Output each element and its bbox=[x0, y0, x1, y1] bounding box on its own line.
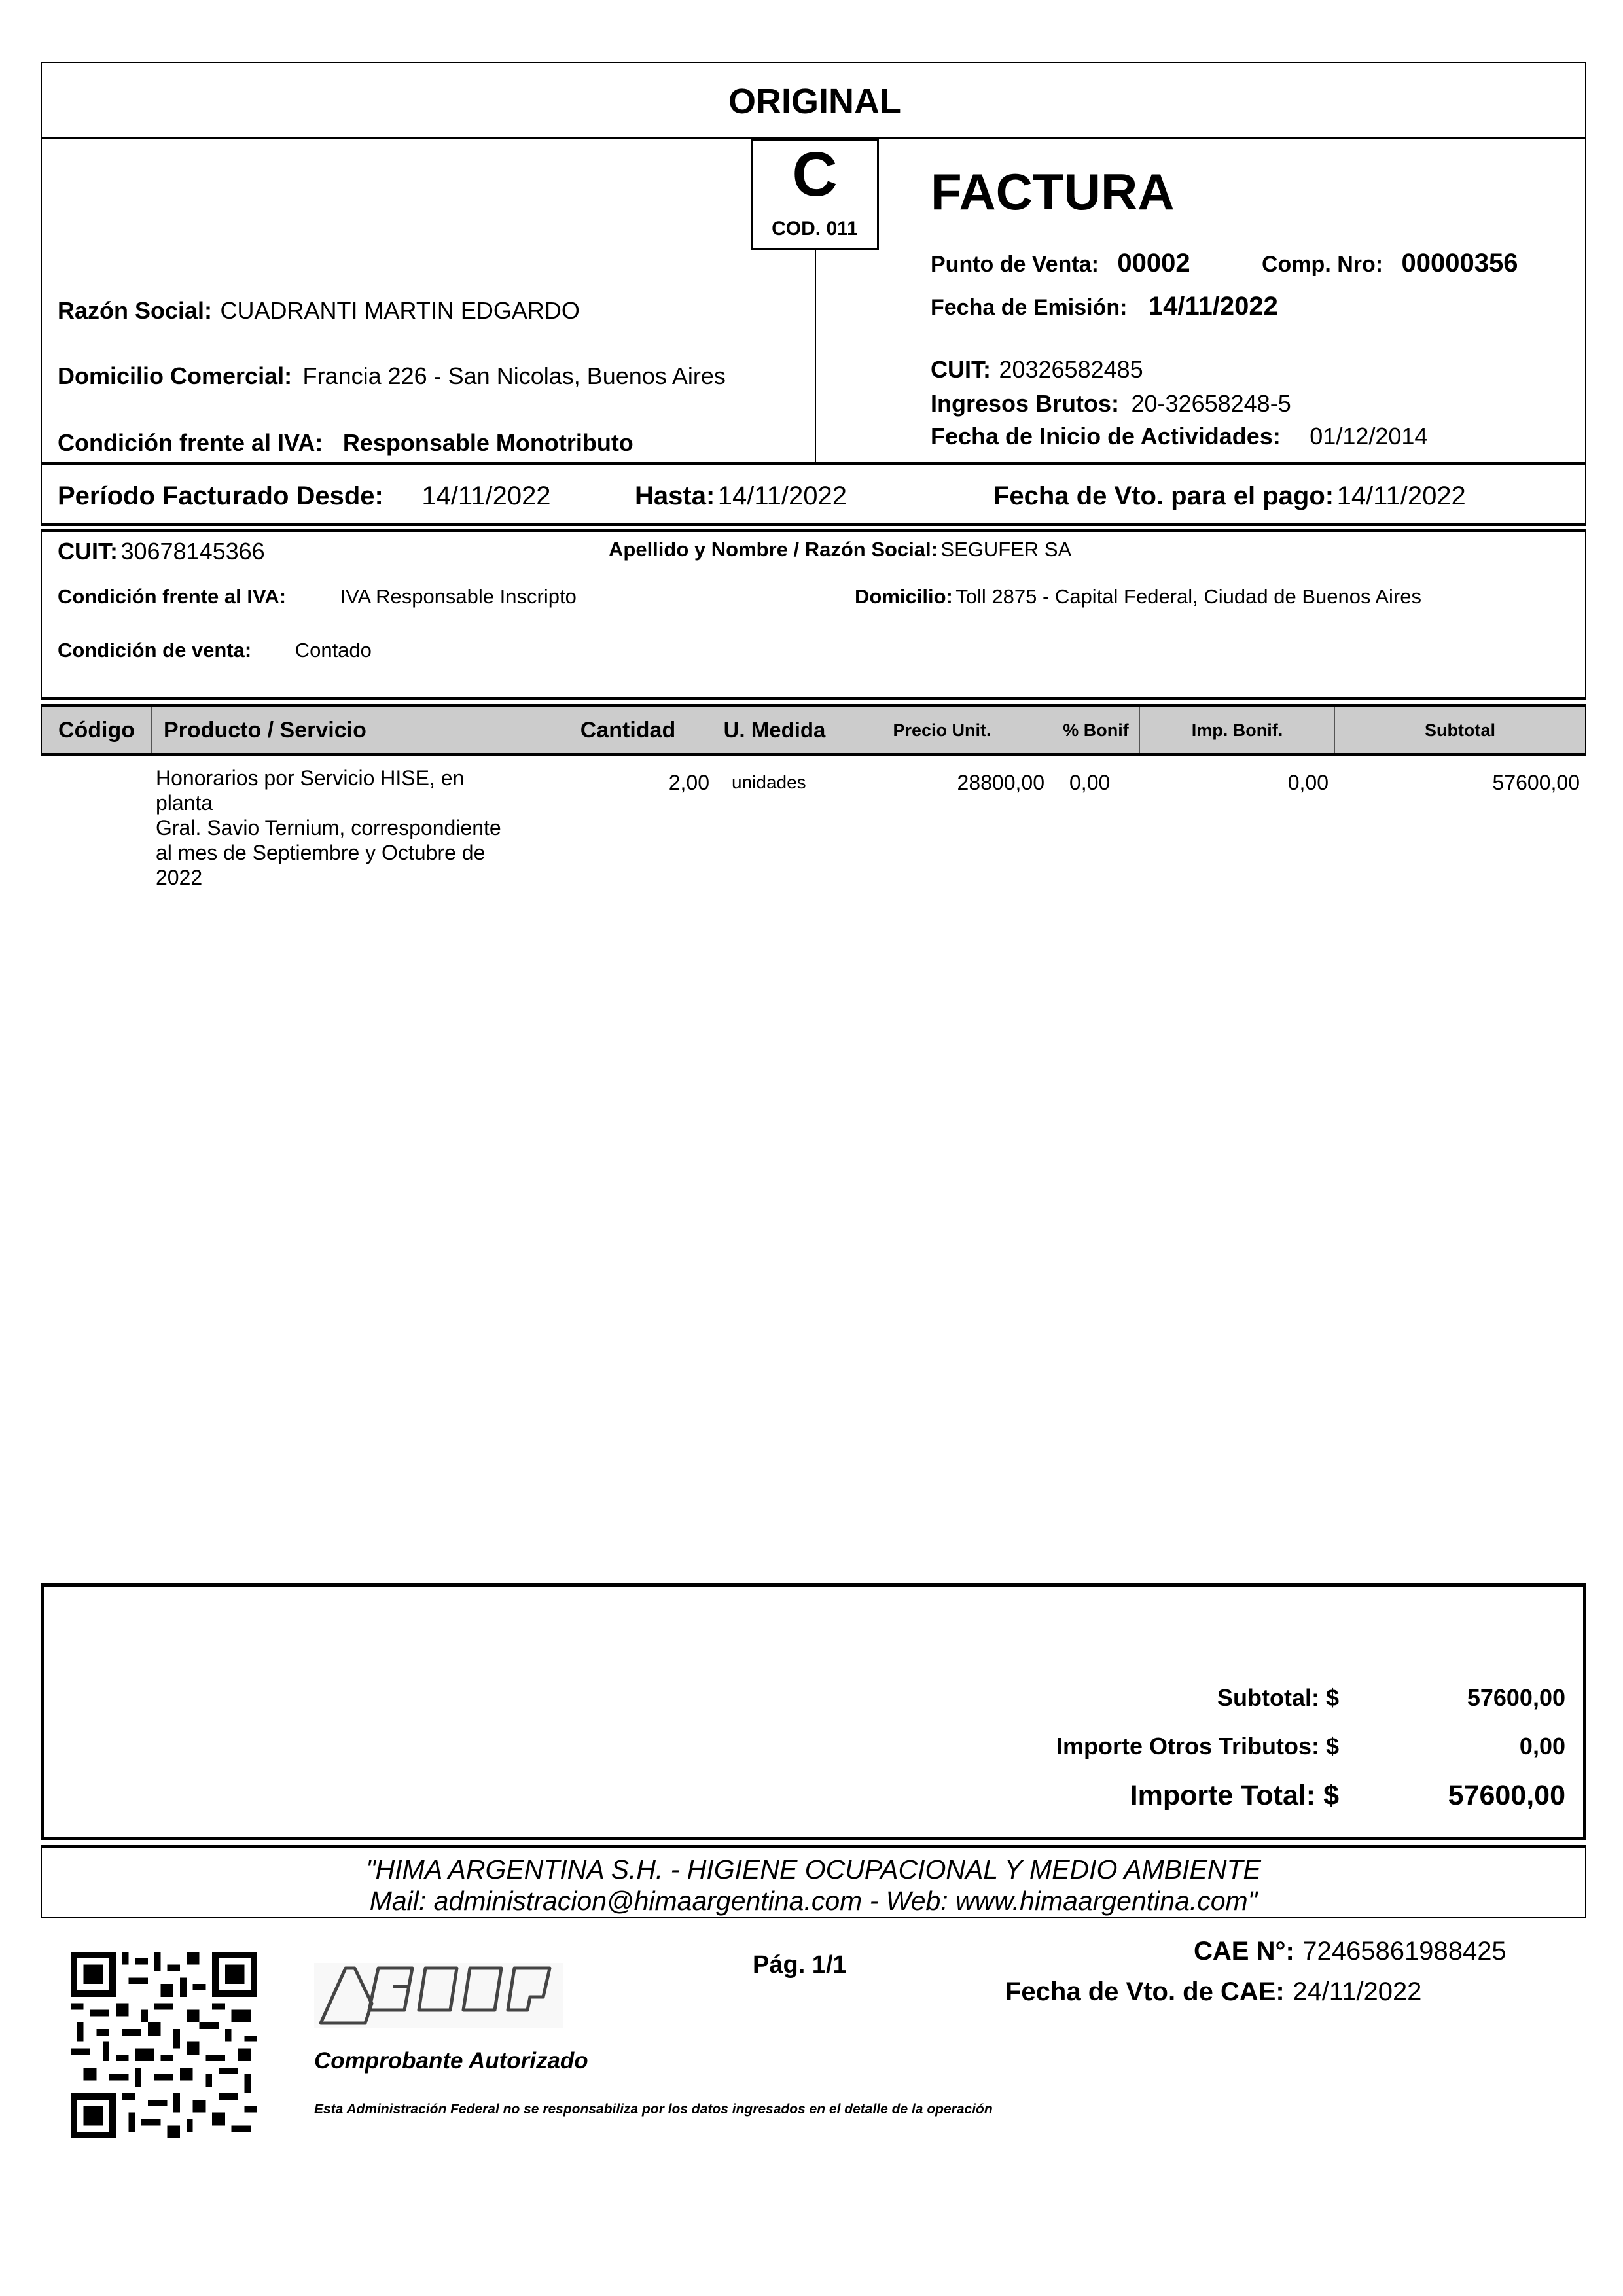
invoice-letter-box bbox=[751, 139, 879, 250]
col-bonif-pct: % Bonif bbox=[1052, 707, 1140, 753]
razon-social-value: CUADRANTI MARTIN EDGARDO bbox=[220, 297, 580, 324]
issuer-cuit-value: 20326582485 bbox=[999, 356, 1143, 383]
issuer-iva-label: Condición frente al IVA: bbox=[58, 429, 323, 456]
cae-vto-label: Fecha de Vto. de CAE: bbox=[1005, 1977, 1285, 2006]
client-iva-field bbox=[58, 585, 577, 609]
qr-code-icon bbox=[71, 1952, 257, 2138]
razon-social-label: Razón Social: bbox=[58, 297, 213, 324]
comp-nro-label: Comp. Nro: bbox=[1262, 252, 1383, 277]
periodo-desde-value: 14/11/2022 bbox=[421, 482, 551, 510]
otros-tributos-label: Importe Otros Tributos: $ bbox=[1056, 1733, 1339, 1759]
item-description bbox=[156, 766, 501, 890]
domicilio-comercial-label: Domicilio Comercial: bbox=[58, 362, 293, 389]
invoice-code: COD. 011 bbox=[772, 218, 858, 239]
vto-pago-value: 14/11/2022 bbox=[1336, 482, 1466, 510]
inicio-actividades-field bbox=[931, 423, 1427, 450]
item-unidad: unidades bbox=[732, 772, 806, 792]
client-cuit-field bbox=[58, 538, 265, 565]
cae-vto-value: 24/11/2022 bbox=[1293, 1977, 1422, 2006]
client-cuit-label: CUIT: bbox=[58, 538, 118, 565]
client-cuit-value: 30678145366 bbox=[120, 538, 265, 565]
fecha-emision-field bbox=[931, 292, 1278, 321]
periodo-hasta-field bbox=[635, 482, 847, 511]
razon-social-field bbox=[58, 297, 580, 325]
issuer-iva-value: Responsable Monotributo bbox=[342, 429, 633, 456]
inicio-actividades-value: 01/12/2014 bbox=[1310, 423, 1428, 450]
item-description-line: Honorarios por Servicio HISE, en bbox=[156, 766, 465, 790]
periodo-desde-label: Período Facturado Desde: bbox=[58, 482, 383, 510]
ingresos-brutos-value: 20-32658248-5 bbox=[1131, 390, 1291, 417]
item-description-line: 2022 bbox=[156, 866, 203, 889]
client-nombre-field bbox=[609, 538, 1071, 561]
client-iva-label: Condición frente al IVA: bbox=[58, 585, 287, 608]
col-subtotal: Subtotal bbox=[1425, 720, 1495, 740]
col-producto: Producto / Servicio bbox=[152, 707, 539, 753]
ingresos-brutos-field bbox=[931, 390, 1291, 417]
importe-total-label: Importe Total: $ bbox=[1130, 1780, 1339, 1811]
doc-type-title: FACTURA bbox=[931, 163, 1175, 221]
afip-logo-icon bbox=[314, 1963, 563, 2028]
punto-venta-label: Punto de Venta: bbox=[931, 252, 1099, 277]
items-table-header bbox=[41, 704, 1586, 756]
subtotal-value: 57600,00 bbox=[1467, 1684, 1565, 1711]
col-codigo: Código bbox=[42, 707, 152, 753]
item-cantidad: 2,00 bbox=[668, 771, 709, 794]
afip-disclaimer: Esta Administración Federal no se responsabiliza por los datos ingresados en el detalle de la operación bbox=[314, 2102, 993, 2117]
copy-label: ORIGINAL bbox=[728, 82, 901, 121]
client-domicilio-value: Toll 2875 - Capital Federal, Ciudad de Buenos Aires bbox=[955, 585, 1421, 608]
comp-nro-value: 00000356 bbox=[1401, 249, 1518, 277]
invoice-letter: C bbox=[792, 139, 838, 209]
condicion-venta-label: Condición de venta: bbox=[58, 639, 252, 662]
item-precio: 28800,00 bbox=[957, 771, 1044, 794]
periodo-hasta-value: 14/11/2022 bbox=[717, 482, 847, 510]
fecha-emision-label: Fecha de Emisión: bbox=[931, 295, 1128, 320]
client-domicilio-field bbox=[855, 585, 1421, 609]
item-description-line: planta bbox=[156, 791, 213, 815]
copy-header bbox=[41, 62, 1586, 139]
col-unidad: U. Medida bbox=[717, 707, 832, 753]
comprobante-autorizado: Comprobante Autorizado bbox=[314, 2048, 588, 2074]
domicilio-comercial-value: Francia 226 - San Nicolas, Buenos Aires bbox=[302, 362, 726, 389]
cae-vto-field bbox=[1005, 1977, 1421, 2007]
inicio-actividades-label: Fecha de Inicio de Actividades: bbox=[931, 423, 1281, 450]
col-bonif-imp: Imp. Bonif. bbox=[1140, 707, 1335, 753]
comp-nro-field bbox=[1262, 249, 1518, 278]
issuer-cuit-field bbox=[931, 356, 1143, 383]
observations-line-2: Mail: administracion@himaargentina.com - Web: www.himaargentina.com" bbox=[369, 1886, 1258, 1916]
page-number: Pág. 1/1 bbox=[753, 1951, 847, 1979]
fecha-emision-value: 14/11/2022 bbox=[1148, 292, 1278, 321]
condicion-venta-field bbox=[58, 639, 372, 662]
totals-box bbox=[41, 1583, 1586, 1840]
punto-venta-value: 00002 bbox=[1117, 249, 1190, 277]
item-subtotal: 57600,00 bbox=[1492, 771, 1580, 794]
subtotal-label: Subtotal: $ bbox=[1217, 1684, 1339, 1711]
cae-field bbox=[1194, 1937, 1507, 1966]
importe-total-value: 57600,00 bbox=[1448, 1780, 1565, 1811]
condicion-venta-value: Contado bbox=[294, 639, 372, 662]
cae-label: CAE N°: bbox=[1194, 1937, 1294, 1966]
cae-value: 72465861988425 bbox=[1302, 1937, 1507, 1966]
col-cantidad: Cantidad bbox=[539, 707, 717, 753]
item-description-line: al mes de Septiembre y Octubre de bbox=[156, 841, 486, 864]
issuer-iva-field bbox=[58, 429, 633, 457]
header-divider bbox=[815, 249, 816, 463]
col-precio: Precio Unit. bbox=[832, 707, 1052, 753]
periodo-desde-field bbox=[58, 482, 551, 511]
vto-pago-field bbox=[993, 482, 1466, 511]
punto-venta-field bbox=[931, 249, 1190, 278]
client-iva-value: IVA Responsable Inscripto bbox=[340, 585, 577, 608]
issuer-cuit-label: CUIT: bbox=[931, 356, 991, 383]
domicilio-comercial-field bbox=[58, 362, 726, 390]
observations-line-1: "HIMA ARGENTINA S.H. - HIGIENE OCUPACIONAL Y MEDIO AMBIENTE bbox=[366, 1854, 1261, 1884]
otros-tributos-value: 0,00 bbox=[1519, 1733, 1565, 1759]
ingresos-brutos-label: Ingresos Brutos: bbox=[931, 390, 1120, 417]
observations-box bbox=[41, 1845, 1586, 1918]
item-bonif-imp: 0,00 bbox=[1287, 771, 1329, 794]
item-bonif-pct: 0,00 bbox=[1069, 771, 1111, 794]
client-nombre-label: Apellido y Nombre / Razón Social: bbox=[609, 538, 938, 561]
client-nombre-value: SEGUFER SA bbox=[940, 538, 1072, 561]
item-description-line: Gral. Savio Ternium, correspondiente bbox=[156, 816, 501, 839]
periodo-hasta-label: Hasta: bbox=[635, 482, 715, 510]
client-domicilio-label: Domicilio: bbox=[855, 585, 953, 608]
vto-pago-label: Fecha de Vto. para el pago: bbox=[993, 482, 1334, 510]
